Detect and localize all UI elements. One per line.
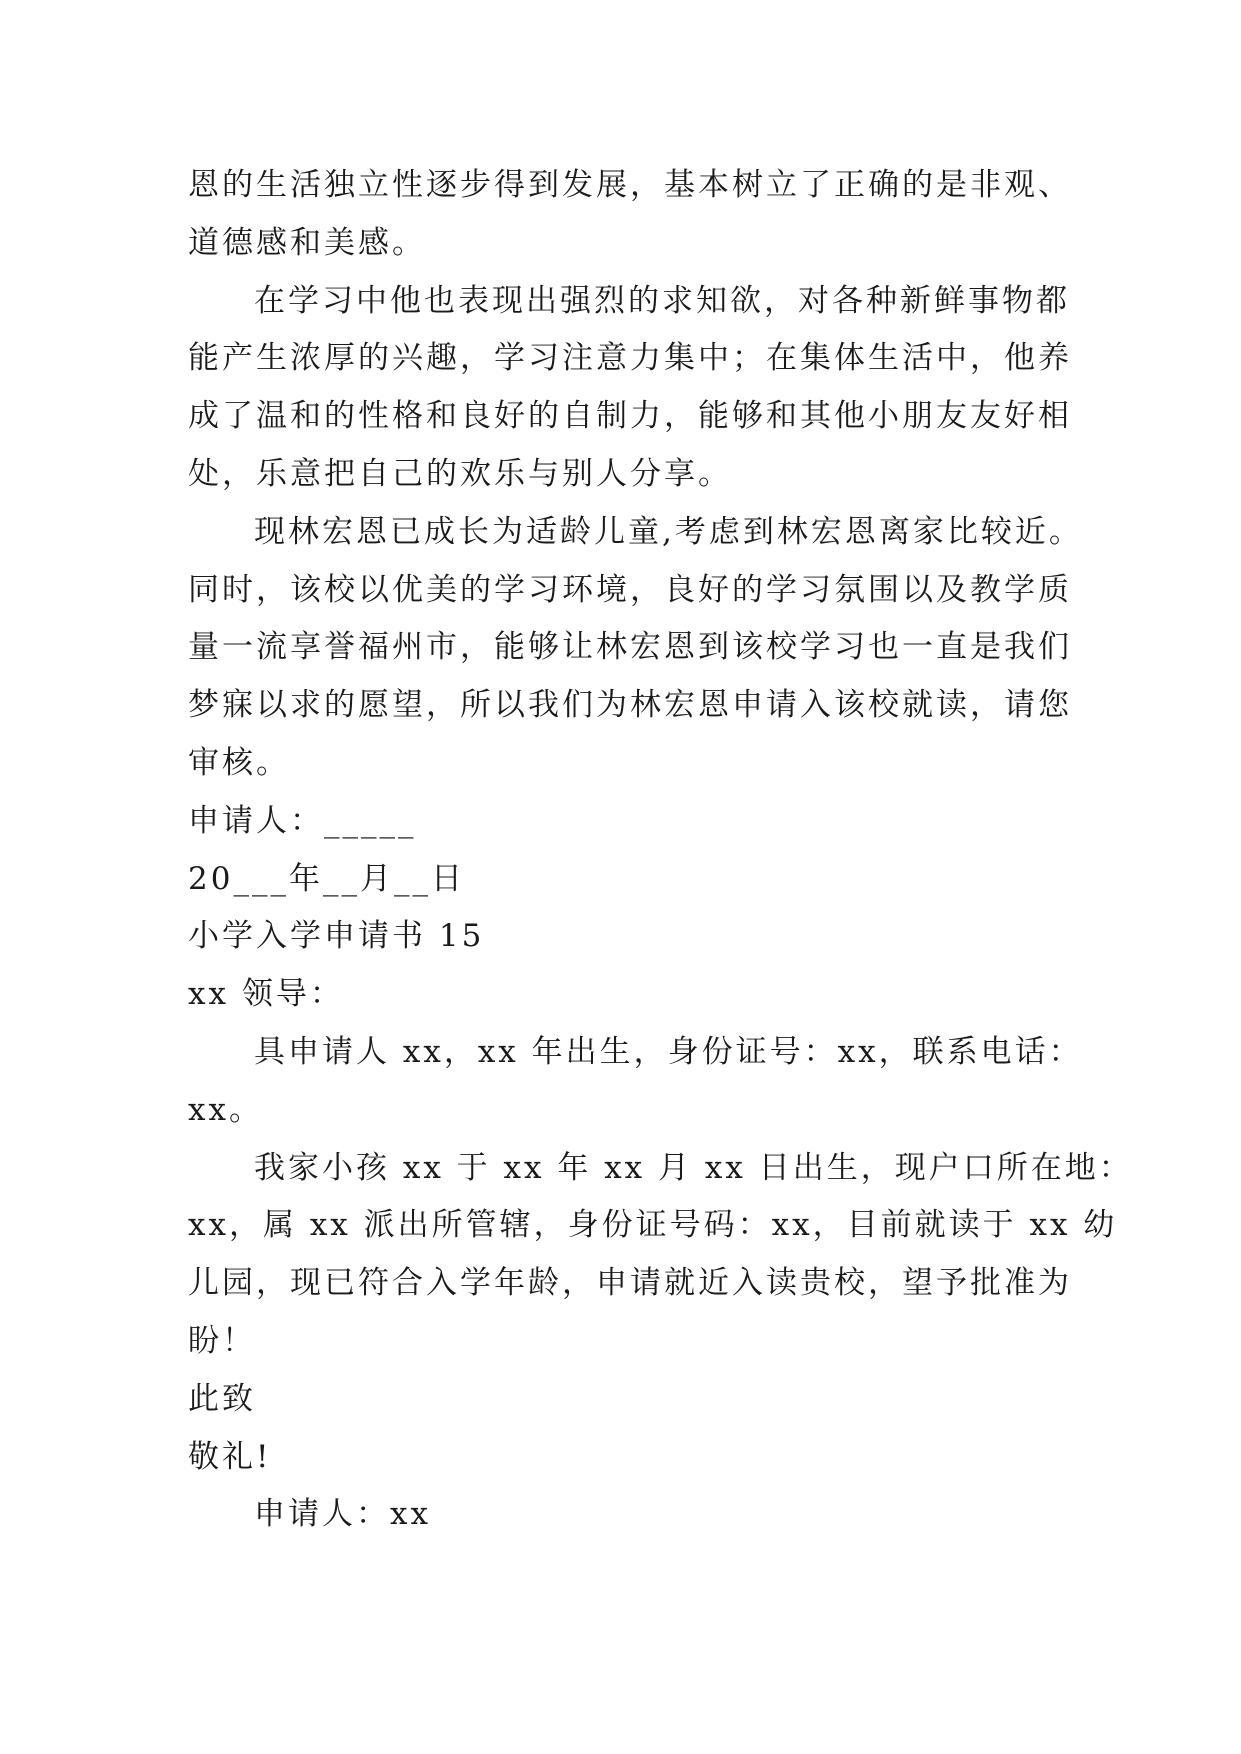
text-line: 盼！ xyxy=(188,1322,256,1359)
applicant-signature: 申请人：xx xyxy=(254,1496,431,1533)
text-line: 梦寐以求的愿望，所以我们为林宏恩申请入该校就读，请您 xyxy=(188,687,1072,724)
text-line: 同时，该校以优美的学习环境，良好的学习氛围以及教学质 xyxy=(188,571,1072,608)
text-line: 恩的生活独立性逐步得到发展，基本树立了正确的是非观、 xyxy=(188,167,1072,203)
date-line: 20___年__月__日 xyxy=(188,860,465,897)
text-line: 处，乐意把自己的欢乐与别人分享。 xyxy=(188,455,732,492)
text-line: 成了温和的性格和良好的自制力，能够和其他小朋友友好相 xyxy=(188,398,1072,435)
paragraph-first-line: 具申请人 xx，xx 年出生，身份证号：xx，联系电话： xyxy=(254,1033,1083,1070)
text-line: 道德感和美感。 xyxy=(188,224,426,261)
document-body xyxy=(188,157,1133,1544)
text-line: 儿园，现已符合入学年龄，申请就近入读贵校，望予批准为 xyxy=(188,1265,1072,1302)
applicant-signature-line: 申请人：_____ xyxy=(188,802,417,839)
text-line: 审核。 xyxy=(188,744,290,781)
text-line: xx，属 xx 派出所管辖，身份证号码：xx，目前就读于 xx 幼 xyxy=(188,1207,1118,1244)
section-title: 小学入学申请书 15 xyxy=(188,918,485,955)
closing-line: 此致 xyxy=(188,1380,256,1417)
text-line: 量一流享誉福州市，能够让林宏恩到该校学习也一直是我们 xyxy=(188,629,1072,666)
closing-regards: 敬礼! xyxy=(188,1438,272,1475)
paragraph-first-line: 在学习中他也表现出强烈的求知欲，对各种新鲜事物都 xyxy=(254,282,1070,319)
paragraph-first-line: 现林宏恩已成长为适龄儿童,考虑到林宏恩离家比较近。 xyxy=(254,513,1083,550)
text-line: 能产生浓厚的兴趣，学习注意力集中；在集体生活中，他养 xyxy=(188,340,1072,377)
paragraph-first-line: 我家小孩 xx 于 xx 年 xx 月 xx 日出生，现户口所在地： xyxy=(254,1149,1133,1186)
salutation: xx 领导： xyxy=(188,976,344,1013)
text-line: xx。 xyxy=(188,1091,263,1128)
